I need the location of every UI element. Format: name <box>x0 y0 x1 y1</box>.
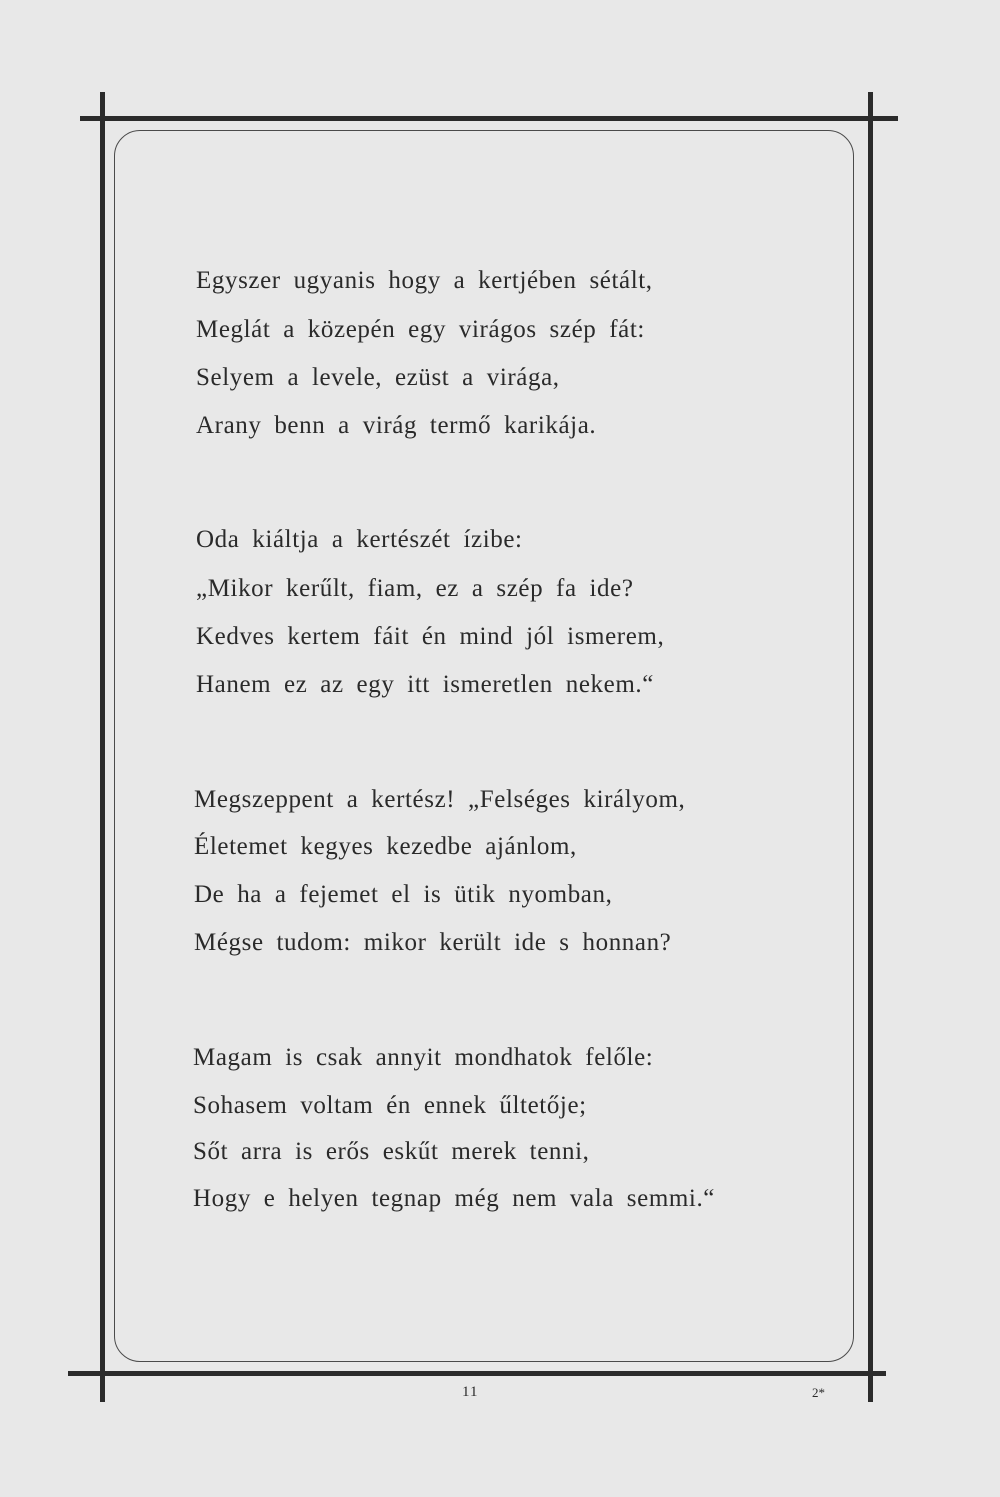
poem-line: Arany benn a virág termő karikája. <box>196 412 597 439</box>
signature-mark: 2* <box>812 1385 825 1400</box>
poem-line: Megszeppent a kertész! „Felséges királyom, <box>194 786 686 813</box>
poem-line: „Mikor kerűlt, fiam, ez a szép fa ide? <box>196 575 634 602</box>
poem-line: Kedves kertem fáit én mind jól ismerem, <box>196 623 665 650</box>
poem-line: Meglát a közepén egy virágos szép fát: <box>196 316 645 343</box>
poem-line: De ha a fejemet el is ütik nyomban, <box>194 881 613 908</box>
page-number: 11 <box>462 1384 479 1400</box>
poem-line: Mégse tudom: mikor került ide s honnan? <box>194 929 672 956</box>
poem-line: Hogy e helyen tegnap még nem vala semmi.“ <box>193 1185 716 1212</box>
poem-line: Életemet kegyes kezedbe ajánlom, <box>194 833 577 860</box>
poem-line: Sohasem voltam én ennek űltetője; <box>193 1092 587 1119</box>
poem-line: Selyem a levele, ezüst a virága, <box>196 364 560 391</box>
poem-line: Hanem ez az egy itt ismeretlen nekem.“ <box>196 671 654 698</box>
poem-line: Sőt arra is erős eskűt merek tenni, <box>193 1138 590 1165</box>
poem-line: Oda kiáltja a kertészét ízibe: <box>196 526 523 553</box>
poem-line: Magam is csak annyit mondhatok felőle: <box>193 1044 654 1071</box>
poem-line: Egyszer ugyanis hogy a kertjében sétált, <box>196 267 653 294</box>
